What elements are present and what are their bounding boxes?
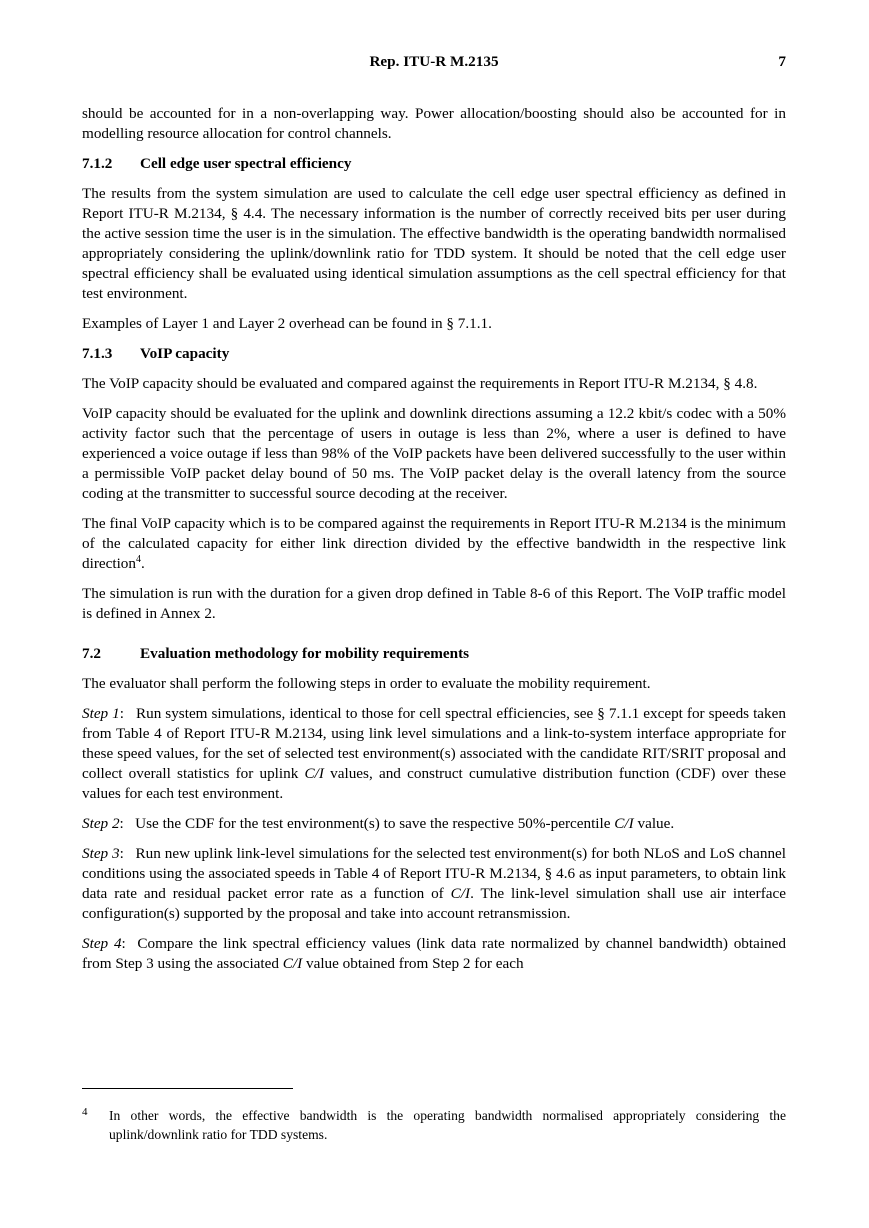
step-2-paragraph: Step 2: Use the CDF for the test environment(s) to save the respective 50%-percentile C/I value. — [82, 815, 675, 832]
section-number: 7.2 — [82, 645, 101, 662]
step-text: value. — [633, 815, 675, 832]
section-number: 7.1.3 — [82, 345, 113, 362]
paragraph: The VoIP capacity should be evaluated and compared against the requirements in Report ITU-R M.2134, § 4.8. — [82, 375, 758, 392]
footnote — [82, 1106, 786, 1144]
section-number: 7.1.2 — [82, 155, 113, 172]
footnote-text: In other words, the effective bandwidth is the operating bandwidth normalised appropriately considering the uplink/downlink ratio for TDD systems. — [109, 1108, 786, 1142]
step-text: Run new uplink link-level simulations for the selected test environment(s) for both NLoS and LoS channel conditions using the associated speeds in Table 4 of Report ITU-R M.2134, § 4.6 as input parameters, to obtain link data rate and residual packet error rate as a function of — [82, 845, 786, 902]
ci-term: C/I — [614, 815, 634, 832]
step-1-paragraph: Step 1: Run system simulations, identical to those for cell spectral efficiencies, see § 7.1.1 except for speeds taken from Table 4 of Report ITU-R M.2134, using link level simulations and a link-to-system interface appropriate for these speed values, for the set of selected test environment(s) associated with the candidate RIT/SRIT proposal and collect overall statistics for uplink C/I values, and construct cumulative distribution function (CDF) over these values for each test environment. — [82, 705, 787, 802]
document-page — [82, 52, 786, 984]
step-4-paragraph: Step 4: Compare the link spectral efficiency values (link data rate normalized by channel bandwidth) obtained from Step 3 using the associated C/I value obtained from Step 2 for each — [82, 935, 786, 972]
section-heading-7-1-2 — [82, 154, 786, 174]
paragraph: VoIP capacity should be evaluated for the uplink and downlink directions assuming a 12.2 kbit/s codec with a 50% activity factor such that the percentage of users in outage is less than 2%, where a user is defined to have experienced a voice outage if less than 98% of the VoIP packets have been delivered successfully to the user within a permissible VoIP packet delay bound of 50 ms. The VoIP packet delay is the overall latency from the source coding at the transmitter to successful source decoding at the receiver. — [82, 405, 786, 502]
report-title: Rep. ITU-R M.2135 — [369, 53, 499, 70]
paragraph: The simulation is run with the duration for a given drop defined in Table 8-6 of this Report. The VoIP traffic model is defined in Annex 2. — [82, 585, 786, 622]
section-heading-7-1-3 — [82, 344, 786, 364]
page-header — [82, 52, 786, 74]
section-title: Cell edge user spectral efficiency — [140, 155, 352, 172]
step-text: Compare the link spectral efficiency values (link data rate normalized by channel bandwidth) obtained from Step 3 using the associated — [82, 935, 786, 972]
step-label: Step 2 — [82, 815, 120, 832]
section-title: VoIP capacity — [140, 345, 230, 362]
step-label: Step 4 — [82, 935, 122, 952]
step-text: values, and construct cumulative distribution function (CDF) over these values for each test environment. — [82, 765, 787, 802]
step-text: Use the CDF for the test environment(s) to save the respective 50%-percentile — [135, 815, 615, 832]
section-heading-7-2 — [82, 644, 786, 664]
step-label: Step 3 — [82, 845, 120, 862]
paragraph: The evaluator shall perform the following steps in order to evaluate the mobility requirement. — [82, 675, 651, 692]
step-text: value obtained from Step 2 for each — [302, 955, 524, 972]
footnote-number: 4 — [82, 1106, 88, 1118]
paragraph: The results from the system simulation are used to calculate the cell edge user spectral efficiency as defined in Report ITU-R M.2134, § 4.4. The necessary information is the number of correctly received bits per user during the active session time the user is in the simulation. The effective bandwidth is the operating bandwidth normalised appropriately considering the uplink/downlink ratio for TDD system. It should be noted that the cell edge user spectral efficiency shall be evaluated using identical simulation assumptions as the cell spectral efficiency for that test environment. — [82, 185, 786, 302]
step-3-paragraph: Step 3: Run new uplink link-level simulations for the selected test environment(s) for both NLoS and LoS channel conditions using the associated speeds in Table 4 of Report ITU-R M.2134, § 4.6 as input parameters, to obtain link data rate and residual packet error rate as a function of C/I. The link-level simulation shall use air interface configuration(s) supported by the proposal and take into account retransmission. — [82, 845, 786, 922]
section-title: Evaluation methodology for mobility requirements — [140, 645, 470, 662]
page-number: 7 — [778, 53, 786, 70]
footnote-separator — [82, 1088, 293, 1089]
paragraph-text: The final VoIP capacity which is to be compared against the requirements in Report ITU-R M.2134 is the minimum of the calculated capacity for either link direction divided by the effective bandwidth in the respective link direction — [82, 515, 786, 572]
paragraph — [82, 514, 786, 574]
paragraph-end: . — [140, 555, 145, 572]
footnote-reference[interactable]: 4 — [135, 553, 141, 565]
ci-term: C/I — [282, 955, 303, 972]
ci-term: C/I — [304, 765, 324, 782]
intro-paragraph: should be accounted for in a non-overlapping way. Power allocation/boosting should also be accounted for in modelling resource allocation for control channels. — [82, 105, 786, 142]
paragraph: Examples of Layer 1 and Layer 2 overhead can be found in § 7.1.1. — [82, 315, 492, 332]
step-text: Run system simulations, identical to those for cell spectral efficiencies, see § 7.1.1 except for speeds taken from Table 4 of Report ITU-R M.2134, using link level simulations and a link-to-system interface appropriate for these speed values, for the set of selected test environment(s) associated with the candidate RIT/SRIT proposal and collect overall statistics for uplink — [82, 705, 786, 782]
ci-term: C/I — [450, 885, 471, 902]
step-label: Step 1 — [82, 705, 120, 722]
step-text: . The link-level simulation shall use air interface configuration(s) supported by the proposal and take into account retransmission. — [82, 885, 786, 922]
